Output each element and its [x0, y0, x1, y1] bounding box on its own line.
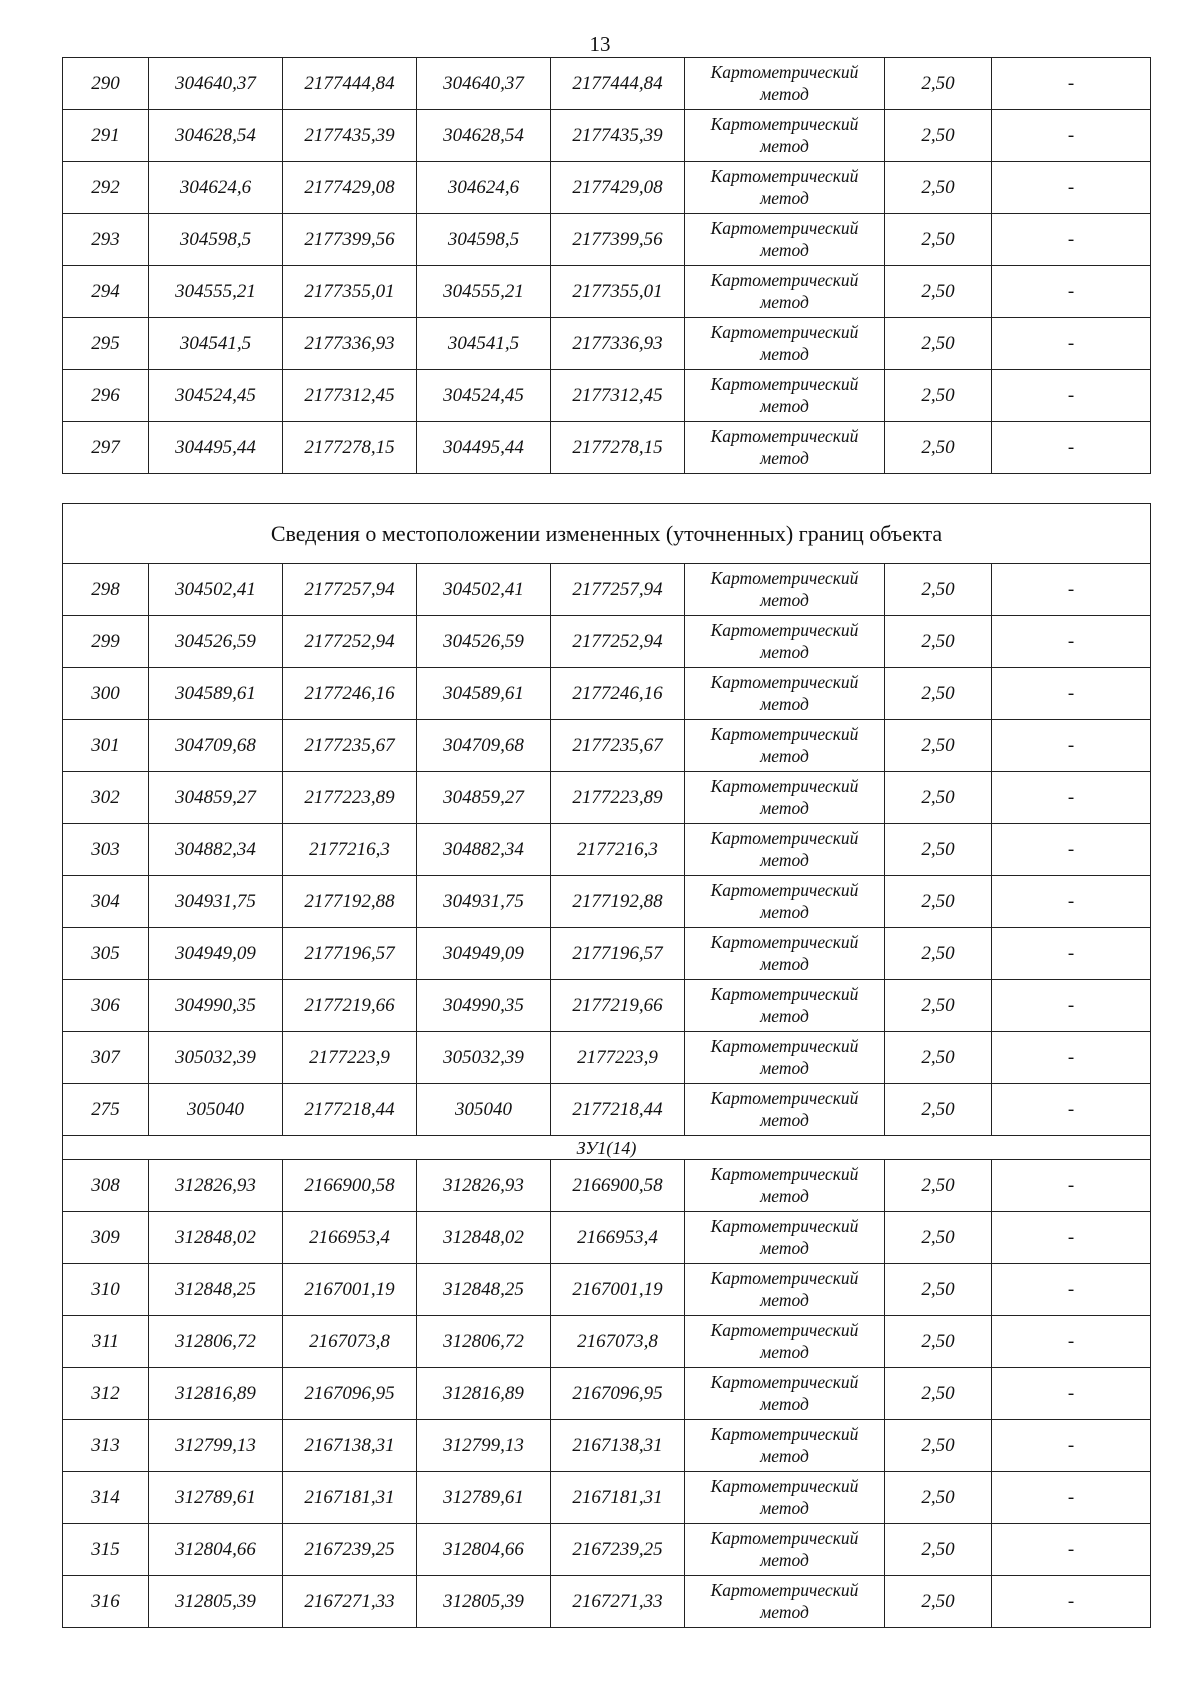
x-refined-cell: 312805,39 [417, 1576, 551, 1628]
x-existing-cell: 304640,37 [149, 58, 283, 110]
y-refined-cell: 2167096,95 [551, 1368, 685, 1420]
note-cell: - [992, 1212, 1151, 1264]
x-refined-cell: 305032,39 [417, 1032, 551, 1084]
method-cell: Картометрический метод [685, 162, 885, 214]
note-cell: - [992, 772, 1151, 824]
y-refined-cell: 2177399,56 [551, 214, 685, 266]
y-existing-cell: 2177223,9 [283, 1032, 417, 1084]
y-refined-cell: 2166900,58 [551, 1160, 685, 1212]
method-cell: Картометрический метод [685, 668, 885, 720]
method-cell: Картометрический метод [685, 318, 885, 370]
note-cell: - [992, 370, 1151, 422]
point-number-cell: 275 [63, 1084, 149, 1136]
y-refined-cell: 2167073,8 [551, 1316, 685, 1368]
point-number-cell: 314 [63, 1472, 149, 1524]
note-cell: - [992, 162, 1151, 214]
table-row [63, 162, 1151, 214]
table-row [63, 214, 1151, 266]
y-refined-cell: 2177235,67 [551, 720, 685, 772]
table-row [63, 1084, 1151, 1136]
point-number-cell: 291 [63, 110, 149, 162]
note-cell: - [992, 1472, 1151, 1524]
x-existing-cell: 312848,25 [149, 1264, 283, 1316]
accuracy-cell: 2,50 [885, 1032, 992, 1084]
accuracy-cell: 2,50 [885, 1524, 992, 1576]
note-cell: - [992, 1524, 1151, 1576]
y-refined-cell: 2177355,01 [551, 266, 685, 318]
table-row [63, 1316, 1151, 1368]
x-existing-cell: 304589,61 [149, 668, 283, 720]
point-number-cell: 301 [63, 720, 149, 772]
table-row [63, 318, 1151, 370]
method-cell: Картометрический метод [685, 720, 885, 772]
point-number-cell: 295 [63, 318, 149, 370]
coordinates-table-top [62, 57, 1151, 474]
y-refined-cell: 2177429,08 [551, 162, 685, 214]
page-number: 13 [589, 32, 611, 56]
y-existing-cell: 2177355,01 [283, 266, 417, 318]
table-row [63, 1576, 1151, 1628]
accuracy-cell: 2,50 [885, 1212, 992, 1264]
table-row [63, 370, 1151, 422]
accuracy-cell: 2,50 [885, 1264, 992, 1316]
accuracy-cell: 2,50 [885, 58, 992, 110]
x-existing-cell: 304526,59 [149, 616, 283, 668]
note-cell: - [992, 214, 1151, 266]
y-existing-cell: 2167073,8 [283, 1316, 417, 1368]
y-existing-cell: 2177312,45 [283, 370, 417, 422]
table-row [63, 1032, 1151, 1084]
point-number-cell: 316 [63, 1576, 149, 1628]
note-cell: - [992, 564, 1151, 616]
table-row [63, 1264, 1151, 1316]
y-existing-cell: 2167096,95 [283, 1368, 417, 1420]
y-refined-cell: 2167239,25 [551, 1524, 685, 1576]
x-refined-cell: 304949,09 [417, 928, 551, 980]
accuracy-cell: 2,50 [885, 266, 992, 318]
x-refined-cell: 304624,6 [417, 162, 551, 214]
point-number-cell: 293 [63, 214, 149, 266]
accuracy-cell: 2,50 [885, 720, 992, 772]
y-existing-cell: 2167181,31 [283, 1472, 417, 1524]
y-existing-cell: 2177246,16 [283, 668, 417, 720]
y-refined-cell: 2177223,9 [551, 1032, 685, 1084]
note-cell: - [992, 422, 1151, 474]
accuracy-cell: 2,50 [885, 824, 992, 876]
y-existing-cell: 2177399,56 [283, 214, 417, 266]
y-refined-cell: 2167001,19 [551, 1264, 685, 1316]
y-existing-cell: 2177336,93 [283, 318, 417, 370]
x-refined-cell: 304598,5 [417, 214, 551, 266]
x-existing-cell: 305032,39 [149, 1032, 283, 1084]
note-cell: - [992, 876, 1151, 928]
x-existing-cell: 304524,45 [149, 370, 283, 422]
x-refined-cell: 312804,66 [417, 1524, 551, 1576]
x-existing-cell: 312799,13 [149, 1420, 283, 1472]
x-existing-cell: 312789,61 [149, 1472, 283, 1524]
accuracy-cell: 2,50 [885, 214, 992, 266]
y-existing-cell: 2177192,88 [283, 876, 417, 928]
accuracy-cell: 2,50 [885, 162, 992, 214]
x-refined-cell: 312826,93 [417, 1160, 551, 1212]
x-refined-cell: 304628,54 [417, 110, 551, 162]
table-row [63, 824, 1151, 876]
x-refined-cell: 312789,61 [417, 1472, 551, 1524]
x-refined-cell: 304882,34 [417, 824, 551, 876]
point-number-cell: 312 [63, 1368, 149, 1420]
accuracy-cell: 2,50 [885, 1368, 992, 1420]
x-existing-cell: 304598,5 [149, 214, 283, 266]
method-cell: Картометрический метод [685, 1472, 885, 1524]
note-cell: - [992, 720, 1151, 772]
note-cell: - [992, 1032, 1151, 1084]
method-cell: Картометрический метод [685, 1576, 885, 1628]
y-refined-cell: 2177219,66 [551, 980, 685, 1032]
table-row [63, 668, 1151, 720]
y-refined-cell: 2177278,15 [551, 422, 685, 474]
accuracy-cell: 2,50 [885, 1576, 992, 1628]
point-number-cell: 311 [63, 1316, 149, 1368]
point-number-cell: 308 [63, 1160, 149, 1212]
method-cell: Картометрический метод [685, 980, 885, 1032]
y-refined-cell: 2166953,4 [551, 1212, 685, 1264]
table-main-body [63, 504, 1151, 1628]
x-existing-cell: 304624,6 [149, 162, 283, 214]
x-existing-cell: 304495,44 [149, 422, 283, 474]
y-existing-cell: 2167239,25 [283, 1524, 417, 1576]
y-refined-cell: 2177336,93 [551, 318, 685, 370]
method-cell: Картометрический метод [685, 1420, 885, 1472]
table-top-body [63, 58, 1151, 474]
accuracy-cell: 2,50 [885, 980, 992, 1032]
method-cell: Картометрический метод [685, 1368, 885, 1420]
point-number-cell: 305 [63, 928, 149, 980]
method-cell: Картометрический метод [685, 1160, 885, 1212]
method-cell: Картометрический метод [685, 928, 885, 980]
x-refined-cell: 312848,02 [417, 1212, 551, 1264]
x-refined-cell: 304709,68 [417, 720, 551, 772]
x-existing-cell: 304931,75 [149, 876, 283, 928]
x-refined-cell: 304931,75 [417, 876, 551, 928]
note-cell: - [992, 1084, 1151, 1136]
point-number-cell: 300 [63, 668, 149, 720]
point-number-cell: 306 [63, 980, 149, 1032]
method-cell: Картометрический метод [685, 370, 885, 422]
x-existing-cell: 304990,35 [149, 980, 283, 1032]
table-row [63, 876, 1151, 928]
table-row [63, 110, 1151, 162]
coordinates-table-main [62, 503, 1151, 1628]
accuracy-cell: 2,50 [885, 668, 992, 720]
y-refined-cell: 2177246,16 [551, 668, 685, 720]
table-row [63, 1420, 1151, 1472]
point-number-cell: 307 [63, 1032, 149, 1084]
method-cell: Картометрический метод [685, 214, 885, 266]
section-header-row [63, 504, 1151, 564]
accuracy-cell: 2,50 [885, 876, 992, 928]
x-existing-cell: 312848,02 [149, 1212, 283, 1264]
x-refined-cell: 312806,72 [417, 1316, 551, 1368]
method-cell: Картометрический метод [685, 564, 885, 616]
method-cell: Картометрический метод [685, 110, 885, 162]
x-refined-cell: 304524,45 [417, 370, 551, 422]
y-existing-cell: 2177216,3 [283, 824, 417, 876]
y-existing-cell: 2166953,4 [283, 1212, 417, 1264]
table-row [63, 720, 1151, 772]
x-existing-cell: 312805,39 [149, 1576, 283, 1628]
x-refined-cell: 304541,5 [417, 318, 551, 370]
accuracy-cell: 2,50 [885, 1316, 992, 1368]
point-number-cell: 310 [63, 1264, 149, 1316]
note-cell: - [992, 928, 1151, 980]
method-cell: Картометрический метод [685, 1212, 885, 1264]
section-title: Сведения о местоположении измененных (уточненных) границ объекта [63, 504, 1151, 564]
note-cell: - [992, 1368, 1151, 1420]
y-existing-cell: 2177278,15 [283, 422, 417, 474]
table-row [63, 1472, 1151, 1524]
note-cell: - [992, 980, 1151, 1032]
accuracy-cell: 2,50 [885, 928, 992, 980]
note-cell: - [992, 266, 1151, 318]
point-number-cell: 296 [63, 370, 149, 422]
accuracy-cell: 2,50 [885, 1472, 992, 1524]
accuracy-cell: 2,50 [885, 772, 992, 824]
y-existing-cell: 2177429,08 [283, 162, 417, 214]
y-existing-cell: 2177257,94 [283, 564, 417, 616]
y-refined-cell: 2177192,88 [551, 876, 685, 928]
y-refined-cell: 2177216,3 [551, 824, 685, 876]
method-cell: Картометрический метод [685, 266, 885, 318]
table-row [63, 616, 1151, 668]
point-number-cell: 297 [63, 422, 149, 474]
point-number-cell: 302 [63, 772, 149, 824]
y-existing-cell: 2167271,33 [283, 1576, 417, 1628]
y-existing-cell: 2177223,89 [283, 772, 417, 824]
y-existing-cell: 2167001,19 [283, 1264, 417, 1316]
y-existing-cell: 2177219,66 [283, 980, 417, 1032]
method-cell: Картометрический метод [685, 616, 885, 668]
y-refined-cell: 2167271,33 [551, 1576, 685, 1628]
y-refined-cell: 2177218,44 [551, 1084, 685, 1136]
point-number-cell: 299 [63, 616, 149, 668]
table-row [63, 1160, 1151, 1212]
accuracy-cell: 2,50 [885, 1160, 992, 1212]
subgroup-label: ЗУ1(14) [63, 1136, 1151, 1160]
y-existing-cell: 2167138,31 [283, 1420, 417, 1472]
accuracy-cell: 2,50 [885, 422, 992, 474]
x-refined-cell: 304495,44 [417, 422, 551, 474]
note-cell: - [992, 824, 1151, 876]
note-cell: - [992, 318, 1151, 370]
x-existing-cell: 304859,27 [149, 772, 283, 824]
method-cell: Картометрический метод [685, 772, 885, 824]
x-existing-cell: 312806,72 [149, 1316, 283, 1368]
y-refined-cell: 2177444,84 [551, 58, 685, 110]
table-row [63, 564, 1151, 616]
x-existing-cell: 312816,89 [149, 1368, 283, 1420]
note-cell: - [992, 1160, 1151, 1212]
x-refined-cell: 305040 [417, 1084, 551, 1136]
note-cell: - [992, 110, 1151, 162]
y-refined-cell: 2177312,45 [551, 370, 685, 422]
accuracy-cell: 2,50 [885, 564, 992, 616]
y-existing-cell: 2177218,44 [283, 1084, 417, 1136]
accuracy-cell: 2,50 [885, 318, 992, 370]
method-cell: Картометрический метод [685, 1032, 885, 1084]
method-cell: Картометрический метод [685, 1524, 885, 1576]
note-cell: - [992, 1576, 1151, 1628]
x-existing-cell: 304882,34 [149, 824, 283, 876]
y-existing-cell: 2177196,57 [283, 928, 417, 980]
x-refined-cell: 304526,59 [417, 616, 551, 668]
x-existing-cell: 304709,68 [149, 720, 283, 772]
x-refined-cell: 304555,21 [417, 266, 551, 318]
method-cell: Картометрический метод [685, 824, 885, 876]
x-existing-cell: 304502,41 [149, 564, 283, 616]
x-refined-cell: 304859,27 [417, 772, 551, 824]
method-cell: Картометрический метод [685, 1264, 885, 1316]
table-row [63, 266, 1151, 318]
y-refined-cell: 2167181,31 [551, 1472, 685, 1524]
y-existing-cell: 2177235,67 [283, 720, 417, 772]
x-refined-cell: 304990,35 [417, 980, 551, 1032]
note-cell: - [992, 668, 1151, 720]
table-row [63, 1368, 1151, 1420]
point-number-cell: 298 [63, 564, 149, 616]
table-row [63, 58, 1151, 110]
point-number-cell: 303 [63, 824, 149, 876]
method-cell: Картометрический метод [685, 876, 885, 928]
table-row [63, 1212, 1151, 1264]
point-number-cell: 313 [63, 1420, 149, 1472]
table-row [63, 980, 1151, 1032]
note-cell: - [992, 1264, 1151, 1316]
accuracy-cell: 2,50 [885, 110, 992, 162]
x-existing-cell: 312804,66 [149, 1524, 283, 1576]
point-number-cell: 290 [63, 58, 149, 110]
y-existing-cell: 2177444,84 [283, 58, 417, 110]
x-refined-cell: 304502,41 [417, 564, 551, 616]
point-number-cell: 304 [63, 876, 149, 928]
x-existing-cell: 304628,54 [149, 110, 283, 162]
note-cell: - [992, 1420, 1151, 1472]
y-refined-cell: 2177223,89 [551, 772, 685, 824]
method-cell: Картометрический метод [685, 1316, 885, 1368]
y-refined-cell: 2167138,31 [551, 1420, 685, 1472]
table-row [63, 772, 1151, 824]
y-refined-cell: 2177435,39 [551, 110, 685, 162]
note-cell: - [992, 58, 1151, 110]
y-refined-cell: 2177196,57 [551, 928, 685, 980]
x-existing-cell: 304541,5 [149, 318, 283, 370]
x-refined-cell: 312848,25 [417, 1264, 551, 1316]
table-row [63, 1524, 1151, 1576]
point-number-cell: 315 [63, 1524, 149, 1576]
table-row [63, 422, 1151, 474]
method-cell: Картометрический метод [685, 1084, 885, 1136]
accuracy-cell: 2,50 [885, 616, 992, 668]
accuracy-cell: 2,50 [885, 1420, 992, 1472]
point-number-cell: 292 [63, 162, 149, 214]
point-number-cell: 294 [63, 266, 149, 318]
x-existing-cell: 304949,09 [149, 928, 283, 980]
method-cell: Картометрический метод [685, 58, 885, 110]
accuracy-cell: 2,50 [885, 1084, 992, 1136]
y-refined-cell: 2177257,94 [551, 564, 685, 616]
y-existing-cell: 2166900,58 [283, 1160, 417, 1212]
x-existing-cell: 312826,93 [149, 1160, 283, 1212]
method-cell: Картометрический метод [685, 422, 885, 474]
x-refined-cell: 304589,61 [417, 668, 551, 720]
x-refined-cell: 312816,89 [417, 1368, 551, 1420]
accuracy-cell: 2,50 [885, 370, 992, 422]
subgroup-row [63, 1136, 1151, 1160]
x-refined-cell: 304640,37 [417, 58, 551, 110]
y-existing-cell: 2177252,94 [283, 616, 417, 668]
point-number-cell: 309 [63, 1212, 149, 1264]
x-existing-cell: 304555,21 [149, 266, 283, 318]
x-existing-cell: 305040 [149, 1084, 283, 1136]
y-refined-cell: 2177252,94 [551, 616, 685, 668]
y-existing-cell: 2177435,39 [283, 110, 417, 162]
note-cell: - [992, 616, 1151, 668]
table-row [63, 928, 1151, 980]
x-refined-cell: 312799,13 [417, 1420, 551, 1472]
note-cell: - [992, 1316, 1151, 1368]
